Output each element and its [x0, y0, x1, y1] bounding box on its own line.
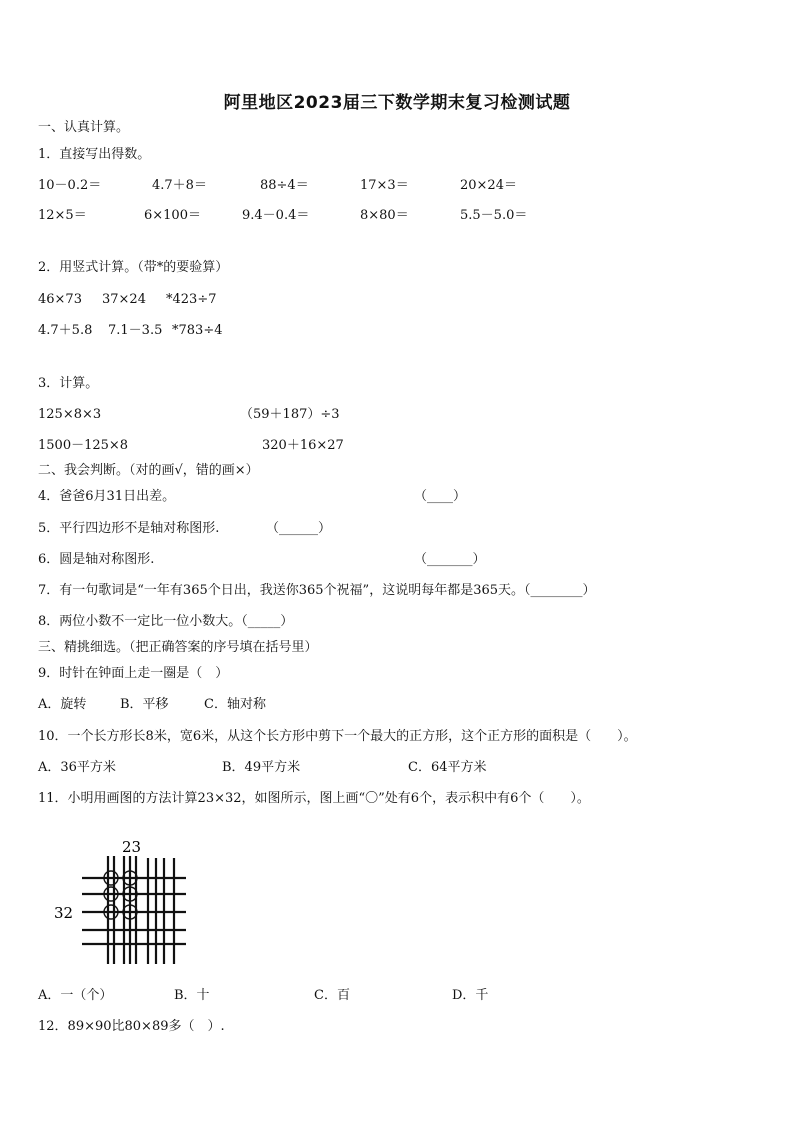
- q12-stem: 12．89×90比80×89多（ ）.: [38, 1019, 225, 1034]
- q1-item: 20×24＝: [460, 178, 517, 193]
- q11-option: B．十: [174, 988, 210, 1003]
- q1-item: 12×5＝: [38, 208, 87, 223]
- q2-item: 4.7＋5.8: [38, 323, 93, 338]
- q2-item: 37×24: [102, 292, 146, 307]
- q10-option: B．49平方米: [222, 760, 301, 775]
- page-title: 阿里地区2023届三下数学期末复习检测试题: [223, 93, 571, 113]
- q9-option: A．旋转: [38, 697, 87, 712]
- q1-item: 4.7＋8＝: [152, 178, 207, 193]
- q2-item: 46×73: [38, 292, 82, 307]
- section-1-heading: 一、认真计算。: [38, 120, 130, 135]
- q10-stem: 10．一个长方形长8米，宽6米，从这个长方形中剪下一个最大的正方形，这个正方形的面积是（ ）。: [38, 729, 637, 744]
- q1-item: 17×3＝: [360, 178, 409, 193]
- q3-item: 320＋16×27: [262, 438, 344, 453]
- q1-item: 88÷4＝: [260, 178, 309, 193]
- figure-top-label: 23: [122, 838, 142, 856]
- q1-item: 10－0.2＝: [38, 178, 102, 193]
- section-2-heading: 二、我会判断。（对的画√，错的画×）: [38, 463, 259, 478]
- q5-text: 5．平行四边形不是轴对称图形.: [38, 521, 220, 536]
- q1-item: 9.4－0.4＝: [242, 208, 310, 223]
- q3-item: （59＋187）÷3: [240, 407, 340, 422]
- q2-label: 2．用竖式计算。（带*的要验算）: [38, 260, 229, 275]
- q4-text: 4．爸爸6月31日出差。: [38, 489, 176, 504]
- q11-stem: 11．小明用画图的方法计算23×32，如图所示，图上画“〇”处有6个，表示积中有6个（ ）。: [38, 791, 590, 806]
- q5-answer-blank[interactable]: （______）: [266, 521, 332, 536]
- q11-option: D．千: [452, 988, 489, 1003]
- q6-answer-blank[interactable]: （_______）: [414, 552, 486, 567]
- q9-option: C．轴对称: [204, 697, 266, 712]
- figure-left-label: 32: [54, 904, 74, 922]
- q2-item: *423÷7: [166, 292, 217, 307]
- q9-stem: 9．时针在钟面上走一圈是（ ）: [38, 666, 229, 681]
- q10-option: A．36平方米: [38, 760, 116, 775]
- q3-item: 125×8×3: [38, 407, 102, 422]
- q9-option: B．平移: [120, 697, 169, 712]
- q11-line-multiplication-figure: [52, 836, 192, 968]
- q6-text: 6．圆是轴对称图形.: [38, 552, 155, 567]
- q10-option: C．64平方米: [408, 760, 487, 775]
- q11-option: A．一（个）: [38, 988, 113, 1003]
- q1-label: 1．直接写出得数。: [38, 147, 151, 162]
- q3-item: 1500－125×8: [38, 438, 129, 453]
- q7-text: 7．有一句歌词是“一年有365个日出，我送你365个祝福”，这说明每年都是365天。（________）: [38, 583, 596, 598]
- q3-label: 3．计算。: [38, 376, 99, 391]
- q11-option: C．百: [314, 988, 350, 1003]
- q1-item: 5.5－5.0＝: [460, 208, 528, 223]
- q1-item: 8×80＝: [360, 208, 409, 223]
- q2-item: *783÷4: [172, 323, 223, 338]
- q2-item: 7.1－3.5: [108, 323, 163, 338]
- q8-text: 8．两位小数不一定比一位小数大。（_____）: [38, 614, 294, 629]
- section-3-heading: 三、精挑细选。（把正确答案的序号填在括号里）: [38, 640, 318, 655]
- q4-answer-blank[interactable]: （____）: [414, 489, 467, 504]
- q1-item: 6×100＝: [144, 208, 201, 223]
